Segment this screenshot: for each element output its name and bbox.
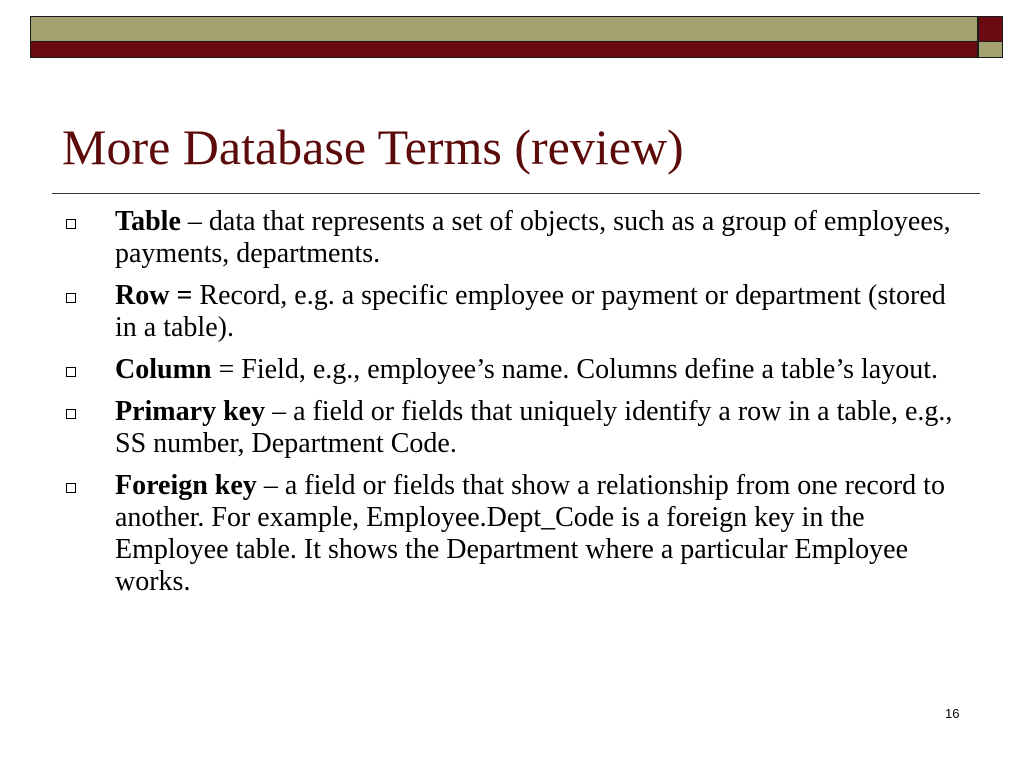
bullet-text: – a field or fields that show a relationship from one record to another. For example, Employee.Dept_Code is a foreign key in the Employee table. It shows the Department where a particular Employee works. [115,470,945,597]
bullet-item-primary-key [64,396,974,460]
bullet-term: Primary key [115,396,266,427]
hollow-square-bullet-icon [66,483,76,493]
bullet-list [64,206,974,608]
bullet-term: Foreign key [115,470,257,501]
bullet-text: – data that represents a set of objects, such as a group of employees, payments, departments. [115,206,951,269]
hollow-square-bullet-icon [66,219,76,229]
header-olive-bar [30,16,978,42]
bullet-term: Table [115,206,181,237]
hollow-square-bullet-icon [66,367,76,377]
bullet-item-table [64,206,974,270]
corner-square-olive [978,42,1003,58]
bullet-item-foreign-key [64,470,974,598]
bullet-item-row [64,280,974,344]
slide-title: More Database Terms (review) [62,119,684,175]
bullet-text: – a field or fields that uniquely identify a row in a table, e.g., SS number, Department Code. [115,396,953,459]
bullet-item-column [64,354,974,386]
hollow-square-bullet-icon [66,293,76,303]
bullet-term: Column [115,354,212,385]
hollow-square-bullet-icon [66,409,76,419]
bullet-text: = Field, e.g., employee’s name. Columns define a table’s layout. [211,354,938,385]
bullet-text: Record, e.g. a specific employee or payment or department (stored in a table). [115,280,946,343]
page-number: 16 [945,706,960,721]
bullet-term: Row = [115,280,193,311]
corner-square-maroon [978,16,1003,42]
header-maroon-bar [30,42,978,58]
title-underline [52,193,980,194]
